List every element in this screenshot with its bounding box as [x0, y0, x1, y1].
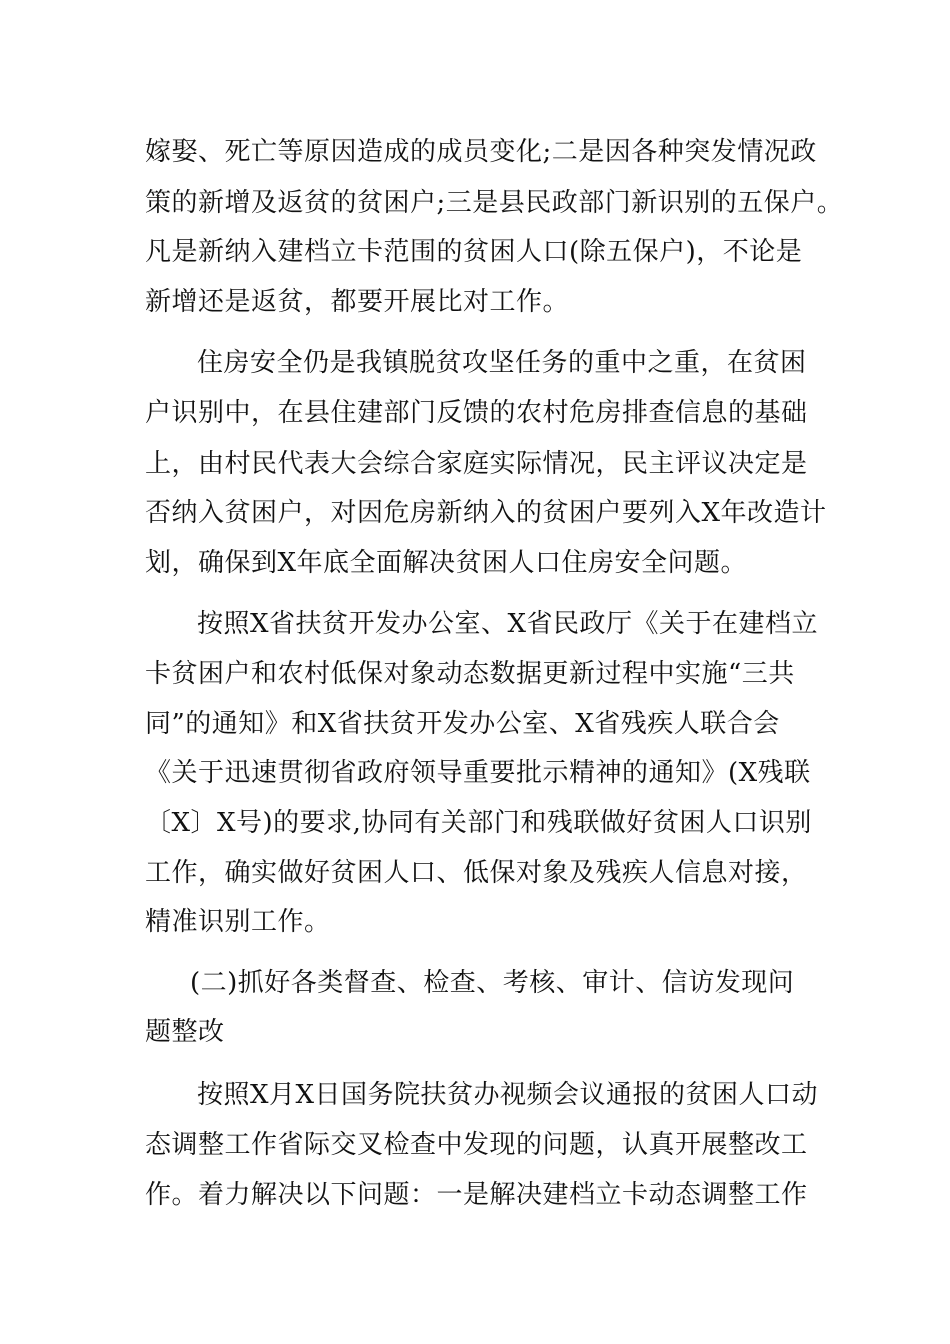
paragraph-1-line-2: 策的新增及返贫的贫困户;三是县民政部门新识别的五保户。 [145, 188, 844, 218]
paragraph-1-line-3: 凡是新纳入建档立卡范围的贫困人口(除五保户)，不论是 [145, 237, 803, 267]
paragraph-1-line-4: 新增还是返贫，都要开展比对工作。 [145, 287, 570, 317]
paragraph-4-line-1: 按照X月X日国务院扶贫办视频会议通报的贫困人口动 [197, 1080, 819, 1110]
paragraph-3-line-6: 工作，确实做好贫困人口、低保对象及残疾人信息对接， [145, 858, 808, 888]
paragraph-3-line-4: 《关于迅速贯彻省政府领导重要批示精神的通知》(X残联 [145, 758, 811, 788]
paragraph-2-line-3: 上，由村民代表大会综合家庭实际情况，民主评议决定是 [145, 449, 808, 479]
paragraph-3-line-5: 〔X〕X号)的要求,协同有关部门和残联做好贫困人口识别 [145, 808, 812, 838]
paragraph-2-line-1: 住房安全仍是我镇脱贫攻坚任务的重中之重，在贫困 [197, 348, 807, 378]
paragraph-3-line-1: 按照X省扶贫开发办公室、X省民政厅《关于在建档立 [197, 609, 819, 639]
paragraph-3-line-3: 同”的通知》和X省扶贫开发办公室、X省残疾人联合会 [145, 709, 780, 739]
paragraph-3-line-2: 卡贫困户和农村低保对象动态数据更新过程中实施“三共 [145, 659, 795, 689]
section-heading-line-1: (二)抓好各类督查、检查、考核、审计、信访发现问 [190, 968, 795, 998]
paragraph-2-line-2: 户识别中，在县住建部门反馈的农村危房排查信息的基础 [145, 398, 808, 428]
section-heading-line-2: 题整改 [145, 1017, 225, 1047]
paragraph-4-line-3: 作。着力解决以下问题：一是解决建档立卡动态调整工作 [145, 1180, 808, 1210]
paragraph-2-line-4: 否纳入贫困户，对因危房新纳入的贫困户要列入X年改造计 [145, 498, 827, 528]
paragraph-3-line-7: 精准识别工作。 [145, 907, 331, 937]
paragraph-1-line-1: 嫁娶、死亡等原因造成的成员变化;二是因各种突发情况政 [145, 137, 817, 167]
paragraph-4-line-2: 态调整工作省际交叉检查中发现的问题，认真开展整改工 [145, 1130, 808, 1160]
paragraph-2-line-5: 划，确保到X年底全面解决贫困人口住房安全问题。 [145, 548, 748, 578]
